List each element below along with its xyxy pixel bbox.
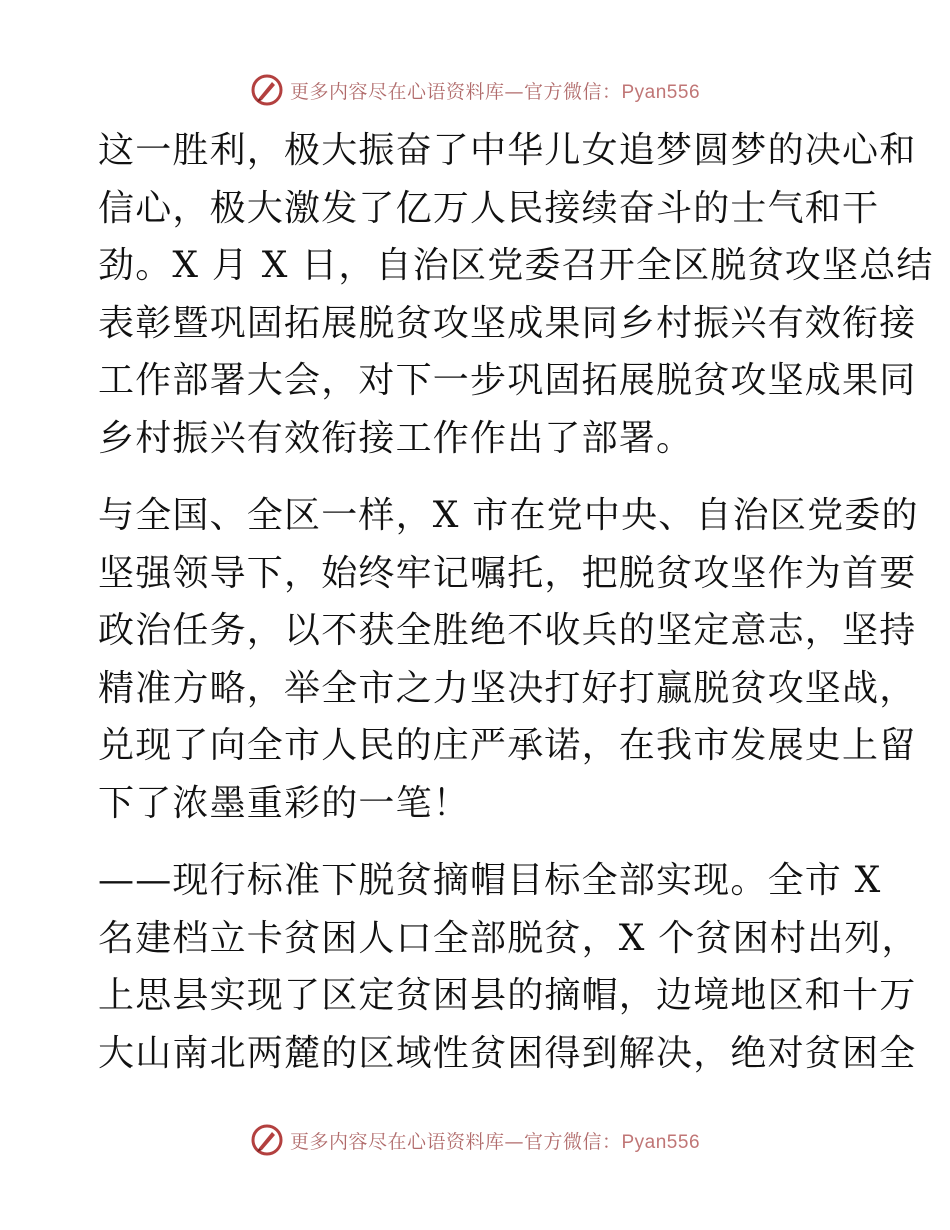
text-line: 下了浓墨重彩的一笔！ — [98, 782, 471, 824]
red-circle-pen-logo-icon — [250, 73, 284, 107]
document-body — [98, 122, 934, 1082]
text-line: 工作部署大会，对下一步巩固拓展脱贫攻坚成果同 — [98, 360, 917, 401]
paragraph — [98, 852, 919, 1082]
paragraph — [98, 487, 919, 832]
watermark-text: 更多内容尽在心语资料库—官方微信：Pyan556 — [289, 80, 701, 103]
text-line: 名建档立卡贫困人口全部脱贫，X 个贫困村出列， — [98, 917, 919, 959]
watermark-text: 更多内容尽在心语资料库—官方微信：Pyan556 — [289, 1130, 701, 1153]
text-line: 大山南北两麓的区域性贫困得到解决，绝对贫困全 — [98, 1032, 917, 1074]
text-line: 乡村振兴有效衔接工作作出了部署。 — [98, 417, 694, 459]
text-line: 上思县实现了区定贫困县的摘帽，边境地区和十万 — [98, 975, 917, 1016]
text-line: 精准方略，举全市之力坚决打好打赢脱贫攻坚战， — [98, 667, 917, 709]
text-line: 这一胜利，极大振奋了中华儿女追梦圆梦的决心和 — [98, 130, 917, 171]
text-line: 与全国、全区一样，X 市在党中央、自治区党委的 — [98, 495, 919, 536]
header-watermark — [0, 70, 950, 110]
text-line: 坚强领导下，始终牢记嘱托，把脱贫攻坚作为首要 — [98, 552, 917, 594]
footer-watermark — [0, 1120, 950, 1160]
text-line: 劲。X 月 X 日，自治区党委召开全区脱贫攻坚总结 — [98, 245, 934, 286]
text-line: 表彰暨巩固拓展脱贫攻坚成果同乡村振兴有效衔接 — [98, 302, 917, 344]
text-line: 兑现了向全市人民的庄严承诺，在我市发展史上留 — [98, 725, 917, 766]
text-line: 政治任务，以不获全胜绝不收兵的坚定意志，坚持 — [98, 610, 917, 651]
red-circle-pen-logo-icon — [250, 1123, 284, 1157]
paragraph — [98, 122, 934, 467]
text-line: ——现行标准下脱贫摘帽目标全部实现。全市 X — [98, 860, 882, 901]
text-line: 信心，极大激发了亿万人民接续奋斗的士气和干 — [98, 187, 880, 229]
